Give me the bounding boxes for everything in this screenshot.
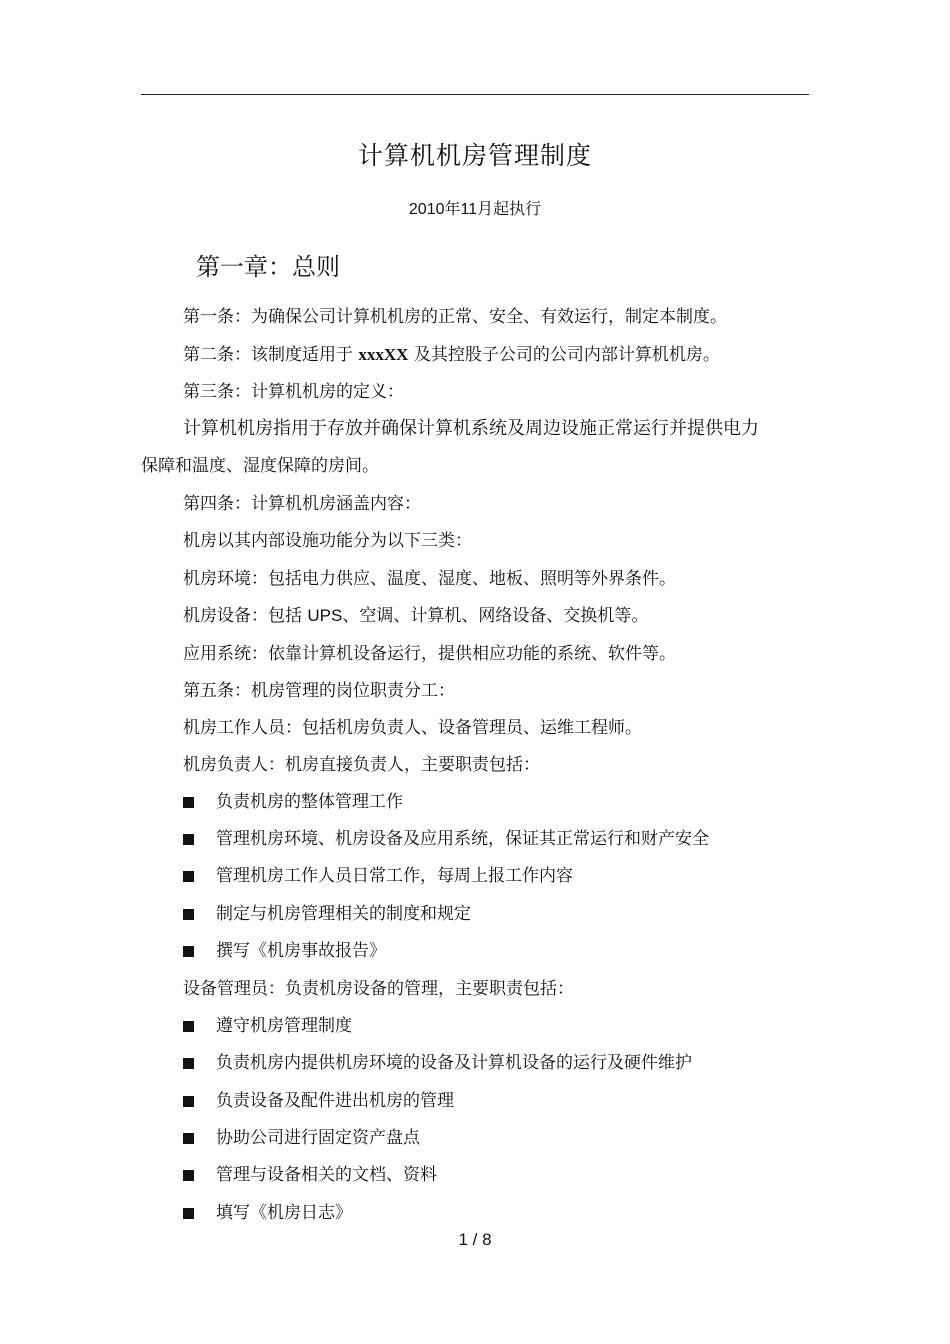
- bullet-marker: [183, 1096, 194, 1107]
- article-4: 第四条：计算机机房涵盖内容：: [183, 494, 421, 514]
- definition-line-2: 保障和温度、湿度保障的房间。: [141, 456, 379, 476]
- room-equipment: [183, 605, 648, 627]
- bullet-marker: [183, 1058, 194, 1069]
- admin-duty-item: 遵守机房管理制度: [216, 1016, 352, 1036]
- head-duty-item: 管理机房工作人员日常工作，每周上报工作内容: [216, 866, 573, 886]
- admin-duty-item: 负责设备及配件进出机房的管理: [216, 1091, 454, 1111]
- admin-duty-item: 负责机房内提供机房环境的设备及计算机设备的运行及硬件维护: [216, 1053, 692, 1073]
- ups-label: UPS: [307, 606, 343, 625]
- article-2: [183, 344, 720, 366]
- room-environment: 机房环境：包括电力供应、温度、湿度、地板、照明等外界条件。: [183, 569, 676, 589]
- bullet-marker: [183, 909, 194, 920]
- effective-date: 2010年11月起执行: [408, 201, 542, 218]
- article-3: 第三条：计算机机房的定义：: [183, 382, 404, 402]
- header-rule: [141, 94, 809, 95]
- room-equipment-prefix: 机房设备：包括: [183, 606, 308, 626]
- article-5: 第五条：机房管理的岗位职责分工：: [183, 681, 455, 701]
- head-duty-item: 负责机房的整体管理工作: [216, 792, 403, 812]
- classification: 机房以其内部设施功能分为以下三类：: [183, 531, 472, 551]
- bullet-marker: [183, 834, 194, 845]
- document-title: 计算机机房管理制度: [357, 141, 592, 170]
- application-systems: 应用系统：依靠计算机设备运行，提供相应功能的系统、软件等。: [183, 644, 676, 664]
- bullet-marker: [183, 871, 194, 882]
- bullet-marker: [183, 1021, 194, 1032]
- room-equipment-suffix: 、空调、计算机、网络设备、交换机等。: [342, 606, 649, 626]
- admin-responsibilities: 设备管理员：负责机房设备的管理，主要职责包括：: [183, 979, 574, 999]
- bullet-marker: [183, 1133, 194, 1144]
- chapter-heading: 第一章：总则: [196, 253, 340, 281]
- admin-duty-item: 管理与设备相关的文档、资料: [216, 1165, 437, 1185]
- article-1: 第一条：为确保公司计算机机房的正常、安全、有效运行，制定本制度。: [183, 307, 727, 327]
- head-duty-item: 撰写《机房事故报告》: [216, 941, 386, 961]
- staff-roles: 机房工作人员：包括机房负责人、设备管理员、运维工程师。: [183, 718, 642, 738]
- bullet-marker: [183, 1208, 194, 1219]
- head-duty-item: 管理机房环境、机房设备及应用系统，保证其正常运行和财产安全: [216, 829, 709, 849]
- head-duty-item: 制定与机房管理相关的制度和规定: [216, 904, 471, 924]
- bullet-marker: [183, 1170, 194, 1181]
- head-responsibilities: 机房负责人：机房直接负责人，主要职责包括：: [183, 755, 540, 775]
- definition-line-1: 计算机机房指用于存放并确保计算机系统及周边设施正常运行并提供电力: [183, 418, 759, 439]
- company-name: xxxXX: [358, 345, 409, 364]
- article-2-suffix: 及其控股子公司的公司内部计算机机房。: [408, 345, 720, 365]
- admin-duty-item: 协助公司进行固定资产盘点: [216, 1128, 420, 1148]
- article-2-prefix: 第二条：该制度适用于: [183, 345, 359, 365]
- admin-duty-item: 填写《机房日志》: [216, 1203, 352, 1223]
- page-number: 1 / 8: [458, 1230, 492, 1249]
- bullet-marker: [183, 946, 194, 957]
- bullet-marker: [183, 797, 194, 808]
